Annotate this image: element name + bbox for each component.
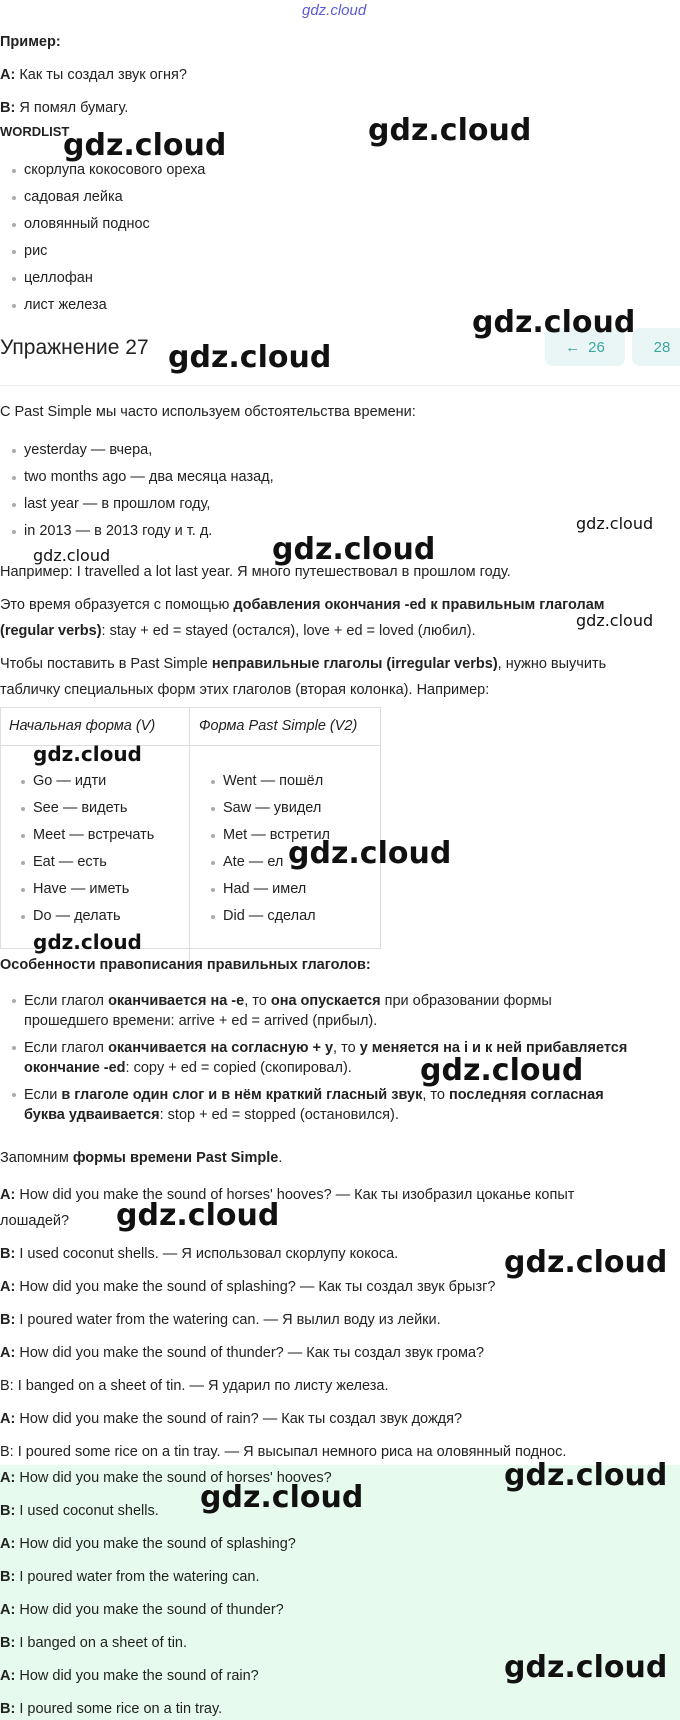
divider <box>0 385 680 386</box>
watermark: gdz.cloud <box>576 514 654 533</box>
prev-page-label: 26 <box>588 338 605 356</box>
watermark: gdz.cloud <box>63 128 227 163</box>
dialogue-line: B: I poured some rice on a tin tray. — Я высыпал немного риса на оловянный поднос. <box>0 1444 567 1460</box>
watermark: gdz.cloud <box>272 532 436 567</box>
list-item: Если глагол оканчивается на -e, то она опускается при образовании формы прошедшего времени: arrive + ed = arrived (прибыл). <box>10 991 670 1031</box>
dialogue-line: B: I banged on a sheet of tin. — Я ударил по листу железа. <box>0 1378 389 1394</box>
formation-rule-line2: (regular verbs): stay + ed = stayed (остался), love + ed = loved (любил). <box>0 623 476 639</box>
dialogue-line: A: How did you make the sound of horses' hooves? — Как ты изобразил цоканье копыт <box>0 1187 575 1203</box>
answer-line: A: How did you make the sound of horses' hooves? <box>0 1470 332 1486</box>
watermark: gdz.cloud <box>288 836 452 871</box>
dialogue-line: лошадей? <box>0 1213 70 1229</box>
example-heading: Пример: <box>0 34 61 50</box>
watermark: gdz.cloud <box>200 1480 364 1515</box>
list-item: целлофан <box>10 268 205 295</box>
list-item: Go — идти <box>0 771 189 798</box>
watermark: gdz.cloud <box>472 305 636 340</box>
list-item: Если в глаголе один слог и в нём краткий гласный звук, то последняя согласная буква удваивается: stop + ed = stopped (остановился). <box>10 1085 670 1125</box>
answer-line: B: I poured some rice on a tin tray. <box>0 1701 223 1717</box>
watermark: gdz.cloud <box>33 546 111 565</box>
theory-intro: С Past Simple мы часто используем обстоятельства времени: <box>0 404 416 420</box>
dialogue-line: A: How did you make the sound of splashing? — Как ты создал звук брызг? <box>0 1279 496 1295</box>
irregular-rule: Чтобы поставить в Past Simple неправильные глаголы (irregular verbs), нужно выучить <box>0 656 607 672</box>
list-item: Did — сделал <box>190 906 381 933</box>
dialogue-line: A: How did you make the sound of thunder? — Как ты создал звук грома? <box>0 1345 485 1361</box>
watermark: gdz.cloud <box>420 1053 584 1088</box>
wordlist-heading: WORDLIST <box>0 124 70 139</box>
list-item: last year — в прошлом году, <box>10 494 274 521</box>
watermark: gdz.cloud <box>368 113 532 148</box>
formation-rule: Это время образуется с помощью добавления окончания -ed к правильным глаголам <box>0 597 605 613</box>
irregular-rule-line2: табличку специальных форм этих глаголов (вторая колонка). Например: <box>0 682 490 698</box>
remember-line: Запомним формы времени Past Simple. <box>0 1150 283 1166</box>
list-item: Meet — встречать <box>0 825 189 852</box>
example-line-b: B: Я помял бумагу. <box>0 100 129 116</box>
answer-line: B: I used coconut shells. <box>0 1503 159 1519</box>
answer-line: A: How did you make the sound of rain? <box>0 1668 259 1684</box>
list-item: Eat — есть <box>0 852 189 879</box>
watermark: gdz.cloud <box>504 1650 668 1685</box>
list-item: Ate — ел <box>190 852 381 879</box>
list-item: лист железа <box>10 295 205 322</box>
list-item: Met — встретил <box>190 825 381 852</box>
base-forms-list <box>0 766 189 933</box>
dialogue-line: B: I used coconut shells. — Я использовал скорлупу кокоса. <box>0 1246 399 1262</box>
arrow-left-icon: ← <box>565 338 581 356</box>
dialogue-line: B: I poured water from the watering can. — Я вылил воду из лейки. <box>0 1312 441 1328</box>
spelling-heading: Особенности правописания правильных глаголов: <box>0 957 371 973</box>
example-sentence: Например: I travelled a lot last year. Я много путешествовал в прошлом году. <box>0 564 511 580</box>
list-item: Saw — увидел <box>190 798 381 825</box>
table-header-base-form: Начальная форма (V) <box>0 707 190 746</box>
list-item: See — видеть <box>0 798 189 825</box>
list-item: рис <box>10 241 205 268</box>
list-item: оловянный поднос <box>10 214 205 241</box>
list-item: Have — иметь <box>0 879 189 906</box>
watermark: gdz.cloud <box>168 340 332 375</box>
example-line-a: A: Как ты создал звук огня? <box>0 67 187 83</box>
list-item: скорлупа кокосового ореха <box>10 160 205 187</box>
list-item: Do — делать <box>0 906 189 933</box>
list-item: two months ago — два месяца назад, <box>10 467 274 494</box>
answer-line: A: How did you make the sound of thunder? <box>0 1602 284 1618</box>
answer-line: A: How did you make the sound of splashing? <box>0 1536 296 1552</box>
list-item: садовая лейка <box>10 187 205 214</box>
table-header-past-form: Форма Past Simple (V2) <box>190 707 382 746</box>
watermark: gdz.cloud <box>504 1458 668 1493</box>
next-page-button[interactable] <box>632 328 680 366</box>
watermark: gdz.cloud <box>576 611 654 630</box>
list-item: Had — имел <box>190 879 381 906</box>
answer-line: B: I banged on a sheet of tin. <box>0 1635 188 1651</box>
time-expressions-list <box>10 440 274 548</box>
next-page-label: 28 <box>653 338 671 356</box>
watermark: gdz.cloud <box>504 1245 668 1280</box>
list-item: Если глагол оканчивается на согласную + y, то y меняется на i и к ней прибавляется окончание -ed: copy + ed = copied (скопировал). <box>10 1038 670 1078</box>
answer-line: B: I poured water from the watering can. <box>0 1569 260 1585</box>
exercise-title: Упражнение 27 <box>0 336 149 359</box>
dialogue-line: A: How did you make the sound of rain? — Как ты создал звук дождя? <box>0 1411 463 1427</box>
watermark: gdz.cloud <box>116 1198 280 1233</box>
list-item: Went — пошёл <box>190 771 381 798</box>
wordlist <box>10 160 205 322</box>
site-logo[interactable]: gdz.cloud <box>302 2 367 19</box>
list-item: in 2013 — в 2013 году и т. д. <box>10 521 274 548</box>
list-item: yesterday — вчера, <box>10 440 274 467</box>
watermark: gdz.cloud <box>33 930 142 954</box>
watermark: gdz.cloud <box>33 742 142 766</box>
